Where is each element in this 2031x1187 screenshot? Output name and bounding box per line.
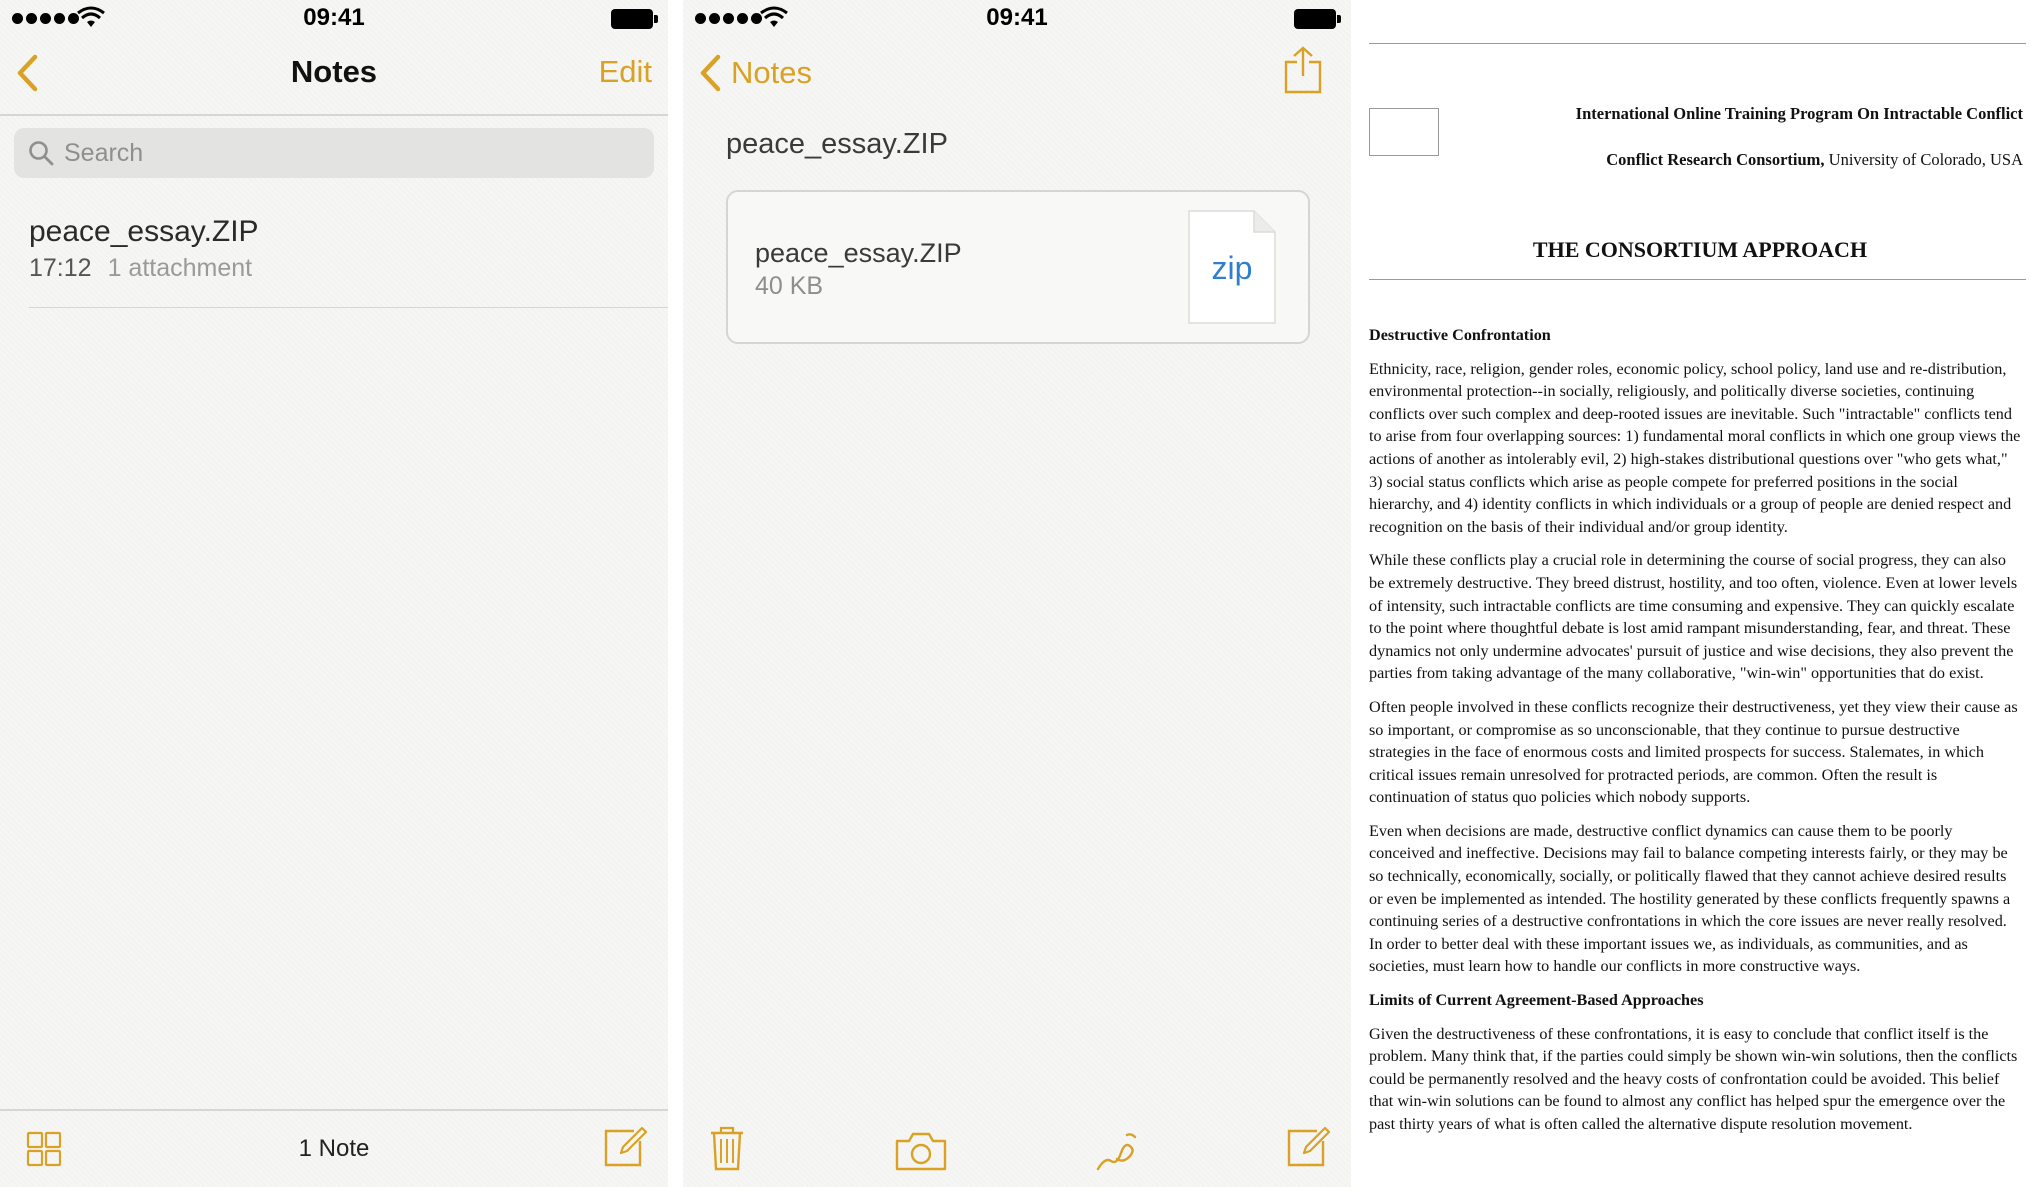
nav-divider <box>0 114 668 116</box>
attachment-size: 40 KB <box>755 272 824 300</box>
document-body <box>1369 324 2021 1147</box>
section-heading: Limits of Current Agreement-Based Approaches <box>1369 991 1704 1010</box>
share-icon[interactable] <box>1283 46 1323 94</box>
top-rule <box>1369 43 2026 44</box>
consortium-name: Conflict Research Consortium, <box>1606 150 1825 169</box>
compose-icon[interactable] <box>604 1125 648 1167</box>
section-heading: Destructive Confrontation <box>1369 326 1551 344</box>
chevron-left-icon <box>699 54 721 92</box>
magnifier-icon <box>28 140 54 166</box>
status-bar <box>0 0 668 36</box>
paragraph: Ethnicity, race, religion, gender roles, economic policy, school policy, land use and re-distribution, environmental protection--in socially, religiously, and politically diverse societies, continuing conflicts over such complex and deep-rooted issues are inevitable. Such "intractable" conflicts tend to arise from four overlapping sources: 1) fundamental moral conflicts in which one group views the actions of another as intolerably evil, 2) high-stakes distributional questions over "who gets what," 3) social status conflicts which arise as people compete for preferred positions in the social hierarchy, and 4) identity conflicts in which individuals or a group of people are denied respect and recognition on the basis of their individual and/or group identity. <box>1369 359 2021 536</box>
edit-button[interactable]: Edit <box>598 54 652 89</box>
paragraph: Often people involved in these conflicts recognize their destructiveness, yet they view their cause as so important, or compromise as so unconscionable, that they continue to pursue destructive strategies in the face of enormous costs and limited prospects for success. Stalemates, in which critical issues remain unresolved for protracted periods, are common. Often the result is continuation of status quo policies which nobody supports. <box>1369 697 2018 807</box>
search-field[interactable] <box>14 128 654 178</box>
paragraph: While these conflicts play a crucial role in determining the course of social progress, they can also be extremely destructive. They breed distrust, hostility, and too often, violence. Even at lower levels of intensity, such intractable conflicts are time consuming and expensive. They can quickly escalate to the point where thoughtful debate is lost amid rampant misunderstanding, fear, and threat. These dynamics not only undermine advocates' pursuit of justice and wise decisions, they also prevent the parties from taking advantage of the many collaborative, "win-win" opportunities that do exist. <box>1369 551 2018 683</box>
list-item[interactable] <box>0 205 668 307</box>
note-detail-screen <box>683 0 1351 1187</box>
status-time: 09:41 <box>986 4 1048 31</box>
page-title: Notes <box>290 54 378 89</box>
consortium-place: University of Colorado, USA <box>1824 150 2023 169</box>
paragraph: Given the destructiveness of these confrontations, it is easy to conclude that conflict itself is the problem. Many think that, if the parties could simply be shown win-win solutions, then the conflicts could be permanently resolved and the heavy costs of confrontation could be avoided. This belief that win-win solutions can be found to almost any conflict has helped spur the emergence over the past thirty years of what is often called the alternative dispute resolution movement. <box>1369 1024 2018 1133</box>
camera-icon[interactable] <box>895 1131 947 1171</box>
document-title: THE CONSORTIUM APPROACH <box>1532 237 1868 262</box>
note-title: peace_essay.ZIP <box>726 128 948 160</box>
logo-placeholder <box>1369 108 1439 156</box>
zip-label: zip <box>1211 250 1253 286</box>
note-count: 1 Note <box>298 1135 370 1162</box>
back-button[interactable] <box>699 54 812 92</box>
note-title: peace_essay.ZIP <box>29 215 259 248</box>
attachment-card[interactable] <box>726 190 1310 344</box>
row-divider <box>29 307 668 308</box>
document-organization: International Online Training Program On Intractable Conflict <box>1575 104 2023 123</box>
document-consortium <box>1606 150 2023 170</box>
note-attachment-count: 1 attachment <box>107 254 253 282</box>
battery-icon <box>611 9 658 29</box>
title-rule <box>1369 279 2026 280</box>
zip-file-icon <box>1188 210 1276 324</box>
search-placeholder: Search <box>64 138 144 167</box>
bottom-toolbar <box>0 1109 668 1187</box>
notes-list-screen <box>0 0 668 1187</box>
status-time: 09:41 <box>303 4 365 31</box>
nav-bar <box>0 36 668 114</box>
bottom-toolbar <box>683 1109 1351 1187</box>
compose-icon[interactable] <box>1287 1125 1331 1167</box>
attachment-name: peace_essay.ZIP <box>755 238 962 268</box>
sketch-icon[interactable] <box>1095 1129 1139 1173</box>
gutter <box>668 0 683 1187</box>
note-time: 17:12 <box>29 254 92 282</box>
back-label: Notes <box>731 55 812 90</box>
battery-icon <box>1294 9 1341 29</box>
status-bar <box>683 0 1351 36</box>
nav-bar <box>683 36 1351 114</box>
paragraph: Even when decisions are made, destructive conflict dynamics can cause them to be poorly conceived and ineffective. Decisions may fail to balance competing interests fairly, or they may be so technically, economically, socially, or politically flawed that they cannot achieve desired results or even be implemented as intended. The hostility generated by these conflicts frequently spawns a continuing series of a destructive confrontations in which the core issues are never really resolved. In order to better deal with these important issues we, as individuals, as communities, and as societies, must learn how to handle our conflicts in more constructive ways. <box>1369 821 2011 976</box>
document-page <box>1356 0 2031 1187</box>
note-meta <box>29 254 252 283</box>
trash-icon[interactable] <box>709 1125 745 1171</box>
